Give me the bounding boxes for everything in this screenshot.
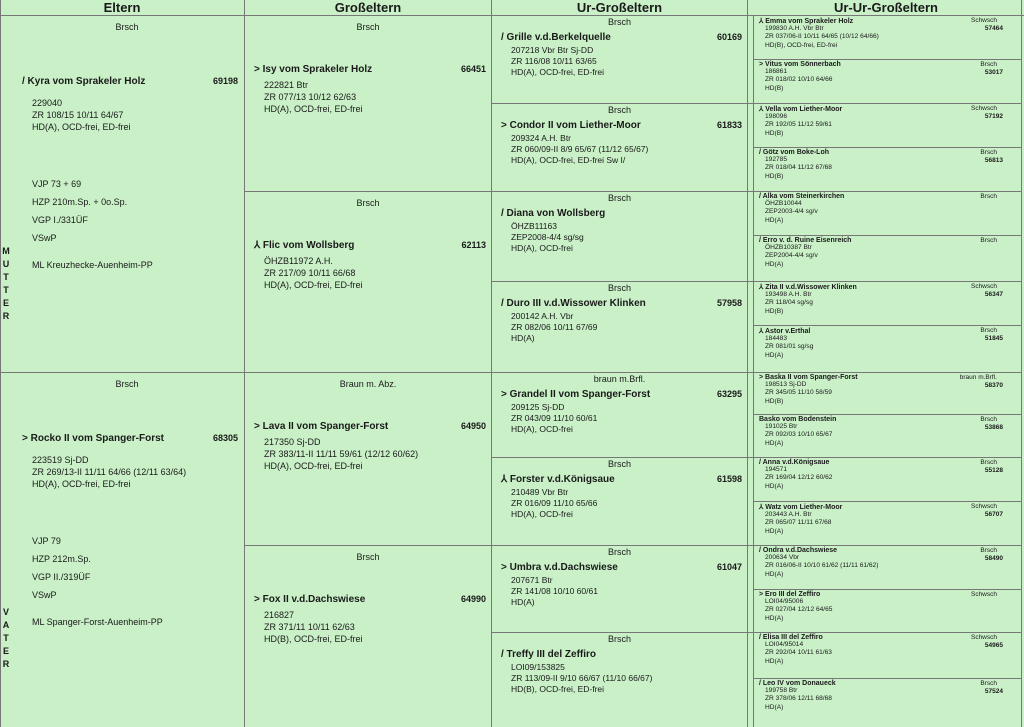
g4-cell [755, 679, 1021, 726]
registry-number: 57524 [984, 688, 1003, 695]
test-result: VSwP [32, 590, 57, 600]
pedigree-line: HD(A) [765, 216, 784, 224]
pedigree-line: ÖHZB11972 A.H. [264, 256, 333, 266]
pedigree-line: HD(A), OCD-frei, ED-frei [264, 104, 363, 114]
pedigree-line: HD(B) [765, 172, 784, 180]
pedigree-line: 191025 Btr [765, 423, 798, 430]
pedigree-line: HD(A) [765, 527, 784, 535]
pedigree-line: ZR 113/09-II 9/10 66/67 (11/10 66/67) [511, 673, 653, 683]
g4-cell [755, 326, 1021, 372]
header-ur-grosseltern: Ur-Großeltern [492, 0, 747, 16]
g3-cell [493, 282, 746, 372]
registry-number: 53868 [984, 424, 1003, 431]
coat-color: Brsch [607, 459, 631, 469]
coat-color: Brsch [607, 283, 631, 293]
g3-cell [493, 16, 746, 103]
registry-number: 57958 [716, 298, 742, 308]
coat-color: Brsch [607, 634, 631, 644]
pedigree-line: 216827 [264, 610, 295, 620]
pedigree-line: ZR 060/09-II 8/9 65/67 (11/12 65/67) [511, 144, 649, 154]
pedigree-line: ZR 345/05 11/10 58/59 [765, 389, 832, 397]
pedigree-line: ZR 141/08 10/10 60/61 [511, 586, 598, 596]
pedigree-line: HD(B) [765, 307, 784, 315]
registry-number: 56813 [984, 157, 1003, 164]
g4-cell [755, 104, 1021, 147]
pedigree-line: HD(B) [765, 397, 784, 405]
pedigree-line: ZR 027/04 12/12 64/65 [765, 606, 833, 614]
coat-color: Brsch [607, 547, 631, 557]
pedigree-line: HD(A) [765, 260, 784, 268]
test-result: VGP II./319ÜF [32, 572, 91, 582]
pedigree-line: ZR 169/04 12/12 60/62 [765, 474, 833, 482]
pedigree-line: 209324 A.H. Btr [511, 133, 572, 143]
pedigree-line: 199830 A.H. Vbr Btr [765, 25, 824, 32]
header-eltern: Eltern [0, 0, 244, 16]
dog-name: Basko vom Bodenstein [759, 416, 837, 423]
test-result: HZP 212m.Sp. [32, 554, 91, 564]
dog-name: / Treffy III del Zeffiro [501, 649, 597, 660]
pedigree-line: HD(A), OCD-frei, ED-frei [32, 479, 131, 489]
dog-name: ⅄ Zita II v.d.Wissower Klinken [759, 284, 857, 291]
pedigree-line: ZEP2008-4/4 sg/sg [511, 232, 584, 242]
registry-number: 64950 [460, 421, 486, 431]
g4-cell [755, 236, 1021, 281]
pedigree-line: ZR 081/01 sg/sg [765, 343, 814, 351]
g3-cell [493, 633, 746, 727]
dog-name: > Fox II v.d.Dachswiese 64990 [254, 594, 486, 605]
dog-name: / Erro v. d. Ruine Eisenreich [759, 237, 852, 244]
pedigree-line: ZR 292/04 10/11 61/63 [765, 649, 832, 657]
side-label-mutter: M U T T E R [2, 246, 10, 321]
coat-color: Brsch [356, 22, 380, 32]
dog-name: / Kyra vom Sprakeler Holz 69198 [22, 76, 238, 87]
pedigree-line: HD(A) [765, 351, 784, 359]
coat-color: Brsch [980, 327, 997, 334]
g2-cell [246, 16, 490, 191]
coat-color: Brsch [115, 22, 139, 32]
pedigree-line: ZR 065/07 11/11 67/68 [765, 519, 832, 527]
g1-cell [12, 16, 242, 372]
g4-cell [755, 192, 1021, 235]
dog-details [12, 454, 242, 490]
registry-number: 53017 [984, 69, 1003, 76]
g2-cell [246, 373, 490, 545]
registry-number: 58490 [984, 555, 1003, 562]
coat-color: Brsch [980, 193, 997, 200]
pedigree-line: HD(A) [765, 657, 784, 665]
g3-cell [493, 192, 746, 281]
g4-cell [755, 415, 1021, 457]
pedigree-line: 198096 [765, 113, 788, 120]
dog-details [493, 45, 746, 78]
dog-name: ⅄ Forster v.d.Königsaue 61598 [501, 474, 742, 485]
pedigree-line: 207218 Vbr Btr Sj-DD [511, 45, 594, 55]
registry-number: 61047 [716, 562, 742, 572]
dog-name: / Ondra v.d.Dachswiese [759, 547, 838, 554]
pedigree-line: 194571 [765, 466, 788, 473]
g4-cell [755, 60, 1021, 103]
pedigree-line: HD(B), OCD-frei, ED-frei [264, 634, 363, 644]
pedigree-line: 186861 [765, 68, 788, 75]
registry-number: 51845 [984, 335, 1003, 342]
g4-cell [755, 373, 1021, 414]
dog-name: > Umbra v.d.Dachswiese 61047 [501, 562, 742, 573]
dog-details [246, 79, 490, 115]
header-ur-ur-grosseltern: Ur-Ur-Großeltern [748, 0, 1024, 16]
coat-color: Brsch [607, 17, 631, 27]
pedigree-line: ÖHZB10044 [765, 200, 802, 207]
dog-details [246, 609, 490, 645]
pedigree-line: ZR 082/06 10/11 67/69 [511, 322, 598, 332]
pedigree-line: HD(B), OCD-frei, ED-frei [765, 41, 838, 49]
registry-number: 63295 [716, 389, 742, 399]
pedigree-line: 192785 [765, 156, 788, 163]
pedigree-line: 217350 Sj-DD [264, 437, 321, 447]
g2-cell [246, 192, 490, 372]
coat-color: braun m.Brfl. [593, 374, 646, 384]
dog-name: / Anna v.d.Königsaue [759, 459, 830, 466]
pedigree-line: 207671 Btr [511, 575, 553, 585]
dog-name: / Elisa III del Zeffiro [759, 634, 823, 641]
working-tests [12, 532, 242, 604]
registry-number: 56707 [984, 511, 1003, 518]
ml-line: ML Spanger-Forst-Auenheim-PP [32, 617, 163, 627]
pedigree-line: ZR 018/02 10/10 64/66 [765, 76, 833, 84]
pedigree-line: ZR 037/06-II 10/11 64/65 (10/12 64/66) [765, 33, 879, 41]
pedigree-line: 184483 [765, 335, 788, 342]
g4-cell [755, 148, 1021, 191]
dog-name: > Lava II vom Spanger-Forst 64950 [254, 421, 486, 432]
dog-name: ⅄ Astor v.Erthal [759, 328, 811, 335]
dog-name: / Diana von Wollsberg [501, 208, 606, 219]
test-result: VJP 79 [32, 536, 61, 546]
pedigree-line: HD(A) [765, 614, 784, 622]
pedigree-line: LOI04/95014 [765, 641, 804, 648]
dog-details [493, 311, 746, 344]
pedigree-line: HD(A), OCD-frei [511, 243, 573, 253]
g3-cell [493, 546, 746, 632]
pedigree-line: ZR 108/15 10/11 64/67 [32, 110, 124, 120]
pedigree-line: ZR 116/08 10/11 63/65 [511, 56, 597, 66]
g3-cell [493, 458, 746, 544]
pedigree-line: 203443 A.H. Btr [765, 511, 812, 518]
pedigree-line: ZR 043/09 11/10 60/61 [511, 413, 598, 423]
coat-color: Brsch [356, 552, 380, 562]
g1-cell [12, 373, 242, 727]
g4-cell [755, 282, 1021, 325]
registry-number: 64990 [460, 594, 486, 604]
registry-number: 54965 [984, 642, 1003, 649]
pedigree-line: ZEP2004-4/4 sg/v [765, 252, 818, 260]
pedigree-line: HD(A) [765, 570, 784, 578]
pedigree-line: 222821 Btr [264, 80, 309, 90]
registry-number: 57464 [984, 25, 1003, 32]
dog-name: / Alka vom Steinerkirchen [759, 193, 845, 200]
registry-number: 56347 [984, 291, 1003, 298]
dog-name: > Ero III del Zeffiro [759, 591, 821, 598]
dog-details [493, 662, 746, 695]
dog-name: ⅄ Flic vom Wollsberg 62113 [254, 240, 486, 251]
pedigree-line: 198513 Sj-DD [765, 381, 807, 388]
registry-number: 66451 [460, 64, 486, 74]
pedigree-line: HD(A), OCD-frei, ED-frei [264, 461, 363, 471]
pedigree-line: HD(A) [765, 482, 784, 490]
dog-name: > Grandel II vom Spanger-Forst 63295 [501, 389, 742, 400]
coat-color: Brsch [356, 198, 380, 208]
pedigree-line: HD(A), OCD-frei [511, 424, 573, 434]
dog-name: > Condor II vom Liether-Moor 61833 [501, 120, 742, 131]
pedigree-line: ZR 016/09 11/10 65/66 [511, 498, 598, 508]
coat-color: Brsch [607, 105, 631, 115]
registry-number: 69198 [212, 76, 238, 86]
dog-details [246, 255, 490, 291]
ml-line: ML Kreuzhecke-Auenheim-PP [32, 260, 153, 270]
header-grosseltern: Großeltern [245, 0, 491, 16]
g4-cell [755, 458, 1021, 501]
dog-name: / Leo IV vom Donaueck [759, 680, 836, 687]
pedigree-line: ZR 016/06-II 10/10 61/62 (11/11 61/62) [765, 562, 879, 570]
registry-number: 60169 [716, 32, 742, 42]
registry-number: 57192 [984, 113, 1003, 120]
g4-cell [755, 590, 1021, 632]
registry-number: 62113 [461, 240, 486, 250]
pedigree-line: ZEP2003-4/4 sg/v [765, 208, 818, 216]
dog-details [493, 487, 746, 520]
g4-cell [755, 546, 1021, 589]
test-result: VSwP [32, 233, 57, 243]
coat-color: Brsch [980, 237, 997, 244]
pedigree-line: 199758 Btr [765, 687, 798, 694]
pedigree-line: ZR 018/04 11/12 67/68 [765, 164, 832, 172]
dog-details [493, 221, 746, 254]
pedigree-line: HD(A), OCD-frei, ED-frei [511, 67, 605, 77]
dog-name: / Duro III v.d.Wissower Klinken 57958 [501, 298, 742, 309]
coat-color: Schwsch [970, 17, 997, 24]
pedigree-line: HD(A), OCD-frei [511, 509, 573, 519]
g4-cell [755, 633, 1021, 678]
pedigree-line: HD(A) [511, 333, 535, 343]
coat-color: Braun m. Abz. [339, 379, 397, 389]
pedigree-line: LOI09/153825 [511, 662, 565, 672]
pedigree-line: ZR 092/03 10/10 65/67 [765, 431, 833, 439]
pedigree-line: 200634 Vbr [765, 554, 800, 561]
dog-name: > Baska II vom Spanger-Forst [759, 374, 858, 381]
dog-name: / Grille v.d.Berkelquelle 60169 [501, 32, 742, 43]
dog-details [12, 97, 242, 133]
pedigree-line: 193498 A.H. Btr [765, 291, 812, 298]
coat-color: Brsch [980, 149, 997, 156]
pedigree-line: HD(A) [765, 703, 784, 711]
dog-name: ⅄ Vella vom Liether-Moor [759, 106, 843, 113]
g3-cell [493, 104, 746, 191]
pedigree-line: ÖHZB11163 [511, 221, 557, 231]
dog-details [493, 402, 746, 435]
working-tests [12, 175, 242, 247]
coat-color: Brsch [980, 416, 997, 423]
g4-cell [755, 16, 1021, 59]
coat-color: Schwsch [970, 503, 997, 510]
side-label-vater: V A T E R [2, 607, 10, 669]
pedigree-line: ZR 383/11-II 11/11 59/61 (12/12 60/62) [264, 449, 419, 459]
pedigree-line: ZR 118/04 sg/sg [765, 299, 813, 307]
pedigree-line: HD(A) [765, 439, 784, 447]
pedigree-line: LOI04/95006 [765, 598, 804, 605]
pedigree-line: HD(B), OCD-frei, ED-frei [511, 684, 605, 694]
coat-color: Brsch [607, 193, 631, 203]
coat-color: Schwsch [970, 634, 997, 641]
dog-name: ⅄ Watz vom Liether-Moor [759, 504, 843, 511]
pedigree-line: ZR 371/11 10/11 62/63 [264, 622, 355, 632]
g3-cell [493, 373, 746, 457]
pedigree-line: HD(A), OCD-frei, ED-frei [264, 280, 363, 290]
test-result: VJP 73 + 69 [32, 179, 82, 189]
dog-details [493, 575, 746, 608]
dog-name: > Isy vom Sprakeler Holz 66451 [254, 64, 486, 75]
dog-details [493, 133, 746, 166]
coat-color: Brsch [115, 379, 139, 389]
pedigree-line: ZR 077/13 10/12 62/63 [264, 92, 357, 102]
registry-number: 58370 [984, 382, 1003, 389]
pedigree-line: 229040 [32, 98, 63, 108]
pedigree-line: ZR 217/09 10/11 66/68 [264, 268, 356, 278]
pedigree-line: HD(B) [765, 84, 784, 92]
coat-color: braun m.Brfl. [959, 374, 997, 381]
pedigree-line: ZR 192/05 11/12 59/61 [765, 121, 832, 129]
pedigree-line: ÖHZB10387 Btr [765, 244, 812, 251]
dog-name: > Rocko II vom Spanger-Forst 68305 [22, 433, 238, 444]
registry-number: 61598 [716, 474, 742, 484]
coat-color: Schwsch [970, 591, 997, 598]
test-result: HZP 210m.Sp. + 0o.Sp. [32, 197, 128, 207]
pedigree-line: ZR 269/13-II 11/11 64/66 (12/11 63/64) [32, 467, 187, 477]
pedigree-line: 200142 A.H. Vbr [511, 311, 574, 321]
pedigree-line: ZR 378/06 12/11 68/68 [765, 695, 832, 703]
pedigree-line: 223519 Sj-DD [32, 455, 89, 465]
coat-color: Brsch [980, 61, 997, 68]
dog-name: ⅄ Emma vom Sprakeler Holz [759, 18, 854, 25]
coat-color: Brsch [980, 459, 997, 466]
pedigree-line: 210489 Vbr Btr [511, 487, 569, 497]
test-result: VGP I./331ÜF [32, 215, 88, 225]
dog-name: / Götz vom Boke-Loh [759, 149, 829, 156]
dog-details [246, 436, 490, 472]
pedigree-line: HD(A) [511, 597, 535, 607]
pedigree-line: 209125 Sj-DD [511, 402, 565, 412]
coat-color: Schwsch [970, 283, 997, 290]
pedigree-line: HD(B) [765, 129, 784, 137]
coat-color: Brsch [980, 680, 997, 687]
registry-number: 55128 [984, 467, 1003, 474]
pedigree-line: HD(A), OCD-frei, ED-frei [32, 122, 131, 132]
coat-color: Brsch [980, 547, 997, 554]
registry-number: 61833 [716, 120, 742, 130]
g2-cell [246, 546, 490, 727]
registry-number: 68305 [212, 433, 238, 443]
dog-name: > Vitus vom Sönnerbach [759, 61, 841, 68]
g4-cell [755, 502, 1021, 545]
pedigree-line: HD(A), OCD-frei, ED-frei Sw I/ [511, 155, 626, 165]
coat-color: Schwsch [970, 105, 997, 112]
